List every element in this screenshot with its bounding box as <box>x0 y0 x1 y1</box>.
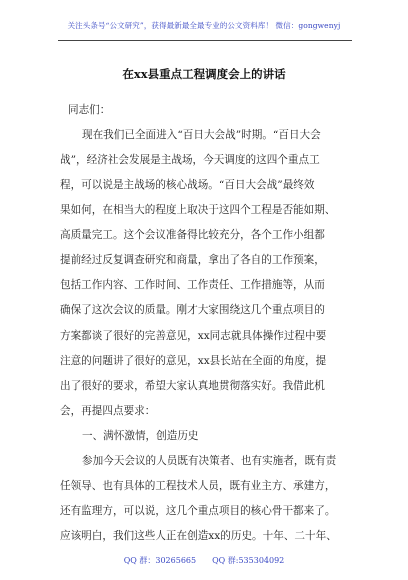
salutation: 同志们： <box>68 104 111 116</box>
body-line: 确保了这次会议的质量。刚才大家围绕这几个重点项目的 <box>60 304 325 316</box>
body-line: 还有监理方，可以说，这几个重点项目的核心骨干都来了。 <box>60 505 336 517</box>
body-line: 注意的问题讲了很好的意见，xx县长站在全面的角度，提 <box>60 355 327 367</box>
footer-contact <box>0 555 408 566</box>
footer-qq-group-2: QQ 群:535304092 <box>212 556 285 565</box>
body-line: 战”，经济社会发展是主战场，今天调度的这四个重点工 <box>60 154 320 166</box>
header-banner: 关注头条号“公文研究”，获得最新最全最专业的公文资料库！ 微信：gongwenyj <box>67 21 341 30</box>
body-line: 包括工作内容、工作时间、工作责任、工作措施等，从而 <box>60 279 325 291</box>
section-heading: 一、满怀激情，创造历史 <box>82 430 199 442</box>
body-line: 提前经过反复调查研究和商量，拿出了各自的工作预案， <box>60 254 325 266</box>
body-line: 方案都谈了很好的完善意见，xx同志就具体操作过程中要 <box>60 330 327 342</box>
header-divider <box>58 40 352 41</box>
body-line: 现在我们已全面进入“百日大会战”时期。“百日大会 <box>82 129 321 141</box>
body-line: 应该明白，我们这些人正在创造xx的历史。十年、二十年、 <box>60 530 337 542</box>
body-line: 任领导、也有具体的工程技术人员，既有业主方、承建方， <box>60 480 336 492</box>
body-line: 果如何，在相当大的程度上取决于这四个工程是否能如期、 <box>60 204 336 216</box>
body-line: 会，再提四点要求： <box>60 405 156 417</box>
document-title: 在xx县重点工程调度会上的讲话 <box>122 67 286 81</box>
body-line: 出了很好的要求，希望大家认真地贯彻落实好。我借此机 <box>60 380 325 392</box>
footer-qq-group-1: QQ 群：30265665 <box>123 556 197 565</box>
body-line: 高质量完工。这个会议准备得比较充分，各个工作小组都 <box>60 229 325 241</box>
body-line: 程，可以说是主战场的核心战场。“百日大会战”最终效 <box>60 179 315 191</box>
body-line: 参加今天会议的人员既有决策者、也有实施者，既有责 <box>82 455 337 467</box>
